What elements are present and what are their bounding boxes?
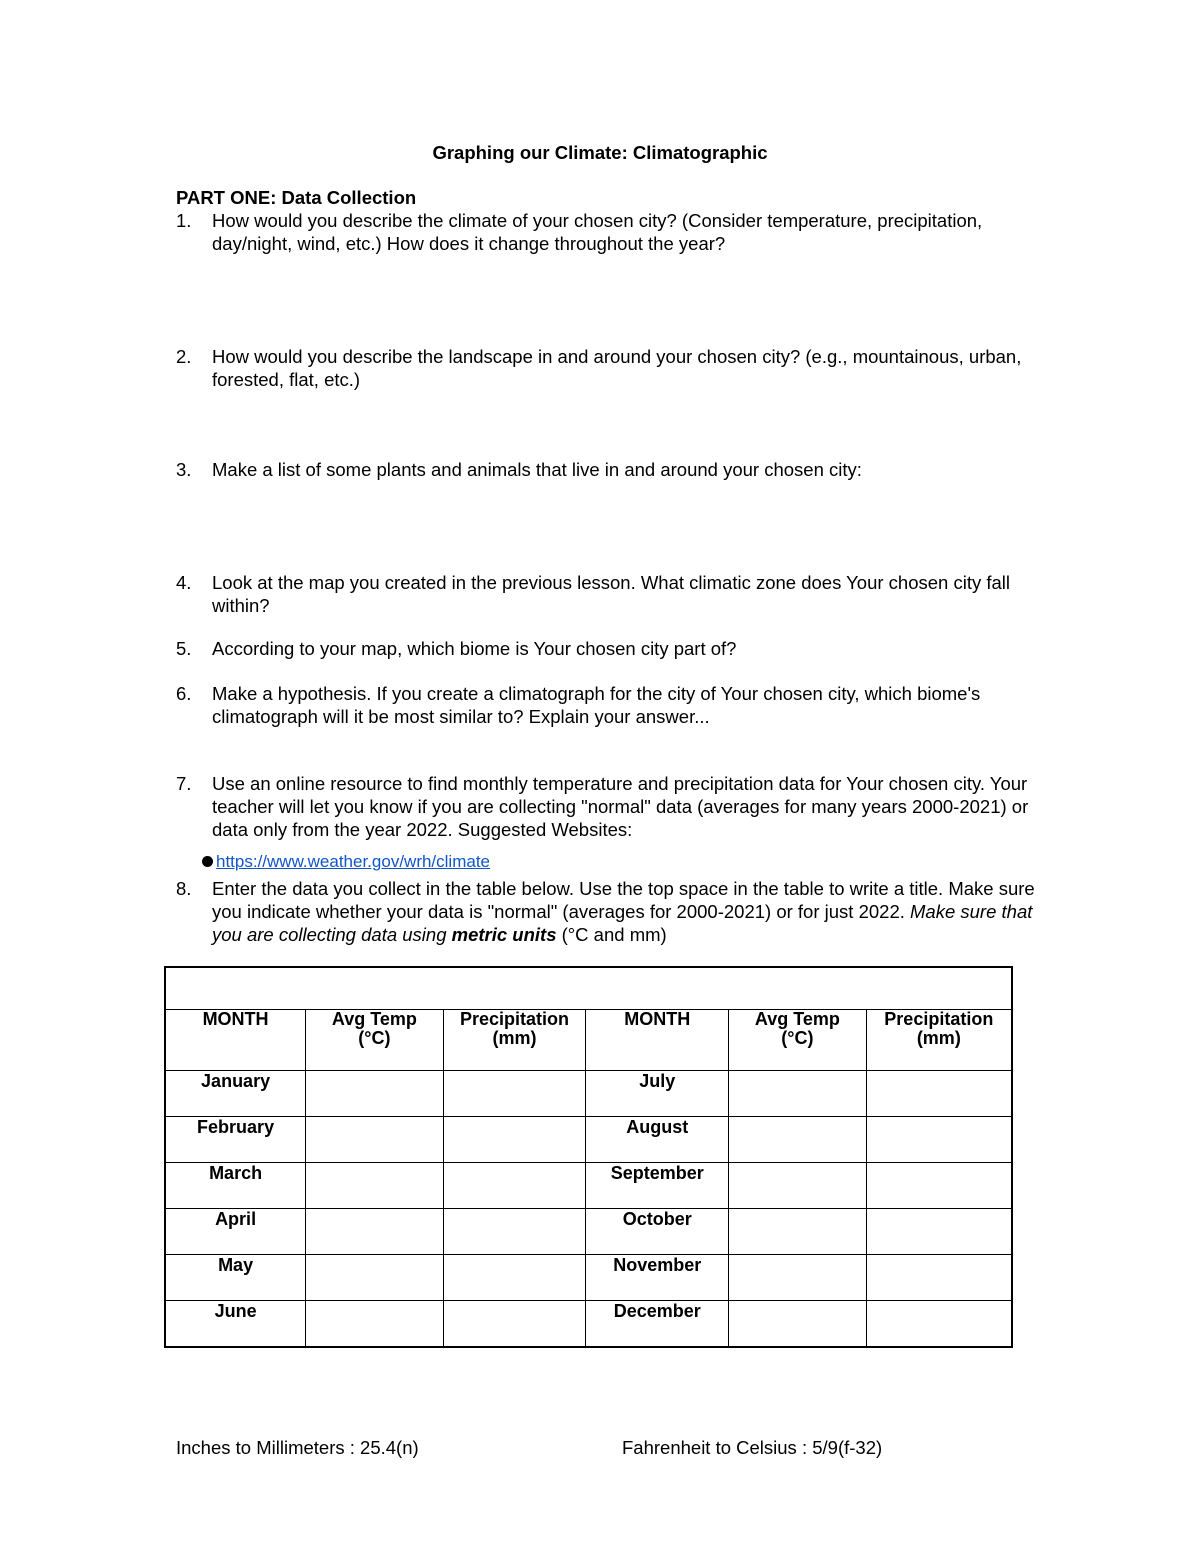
table-row	[165, 1163, 1012, 1209]
question-number: 4.	[176, 572, 192, 593]
month-cell: November	[586, 1255, 729, 1301]
question-number: 2.	[176, 346, 192, 367]
avg-temp-cell[interactable]	[729, 1117, 866, 1163]
month-cell: January	[165, 1071, 306, 1117]
website-list-item	[202, 850, 490, 873]
table-row	[165, 1209, 1012, 1255]
table-title-row	[165, 967, 1012, 1010]
precipitation-cell[interactable]	[866, 1255, 1012, 1301]
question-3	[176, 458, 1036, 481]
question-6	[176, 682, 1036, 728]
question-2	[176, 345, 1036, 391]
month-cell: December	[586, 1301, 729, 1348]
question-number: 8.	[176, 878, 192, 899]
precipitation-cell[interactable]	[443, 1071, 586, 1117]
header-avg-temp: Avg Temp (°C)	[306, 1010, 443, 1071]
header-avg-temp: Avg Temp (°C)	[729, 1010, 866, 1071]
question-text: According to your map, which biome is Your chosen city part of?	[212, 638, 737, 659]
question-text: Use an online resource to find monthly temperature and precipitation data for Your chosen city. Your teacher will let you know if you are collecting "normal" data (averages for many years 2000-2021) or data only from the year 2022. Suggested Websites:	[212, 773, 1029, 840]
avg-temp-cell[interactable]	[306, 1209, 443, 1255]
weather-gov-link[interactable]: https://www.weather.gov/wrh/climate	[216, 852, 491, 871]
question-number: 7.	[176, 773, 192, 794]
month-cell: September	[586, 1163, 729, 1209]
table-row	[165, 1071, 1012, 1117]
precipitation-cell[interactable]	[443, 1255, 586, 1301]
header-month: MONTH	[165, 1010, 306, 1071]
header-precipitation: Precipitation (mm)	[866, 1010, 1012, 1071]
avg-temp-cell[interactable]	[729, 1301, 866, 1348]
precipitation-cell[interactable]	[866, 1163, 1012, 1209]
avg-temp-cell[interactable]	[306, 1163, 443, 1209]
question-text	[212, 877, 1036, 946]
part-heading: PART ONE: Data Collection	[176, 187, 417, 208]
table-header-row	[165, 1010, 1012, 1071]
question-4	[176, 571, 1036, 617]
month-cell: April	[165, 1209, 306, 1255]
question-number: 5.	[176, 638, 192, 659]
question-text: How would you describe the climate of your chosen city? (Consider temperature, precipitation, day/night, wind, etc.) How does it change throughout the year?	[212, 210, 983, 254]
question-number: 3.	[176, 459, 192, 480]
table-title-cell[interactable]	[165, 967, 1012, 1010]
question-1	[176, 209, 1036, 255]
month-cell: February	[165, 1117, 306, 1163]
precipitation-cell[interactable]	[866, 1301, 1012, 1348]
question-7	[176, 772, 1036, 841]
precipitation-cell[interactable]	[443, 1209, 586, 1255]
question-text-italic: Make sure that you are collecting data using	[212, 901, 1033, 945]
table-row	[165, 1117, 1012, 1163]
question-text: How would you describe the landscape in and around your chosen city? (e.g., mountainous, urban, forested, flat, etc.)	[212, 346, 1022, 390]
avg-temp-cell[interactable]	[729, 1209, 866, 1255]
question-number: 1.	[176, 210, 192, 231]
avg-temp-cell[interactable]	[306, 1301, 443, 1348]
precipitation-cell[interactable]	[866, 1117, 1012, 1163]
question-text-end: (°C and mm)	[556, 924, 667, 945]
month-cell: March	[165, 1163, 306, 1209]
climate-data-table	[164, 966, 1013, 1348]
month-cell: August	[586, 1117, 729, 1163]
precipitation-cell[interactable]	[443, 1117, 586, 1163]
inches-conversion: Inches to Millimeters : 25.4(n)	[176, 1437, 419, 1458]
header-precipitation: Precipitation (mm)	[443, 1010, 586, 1071]
avg-temp-cell[interactable]	[729, 1071, 866, 1117]
question-number: 6.	[176, 683, 192, 704]
question-8	[176, 877, 1036, 946]
question-text: Make a list of some plants and animals that live in and around your chosen city:	[212, 459, 862, 480]
month-cell: May	[165, 1255, 306, 1301]
month-cell: July	[586, 1071, 729, 1117]
table-row	[165, 1255, 1012, 1301]
precipitation-cell[interactable]	[866, 1209, 1012, 1255]
precipitation-cell[interactable]	[443, 1301, 586, 1348]
avg-temp-cell[interactable]	[306, 1071, 443, 1117]
header-month: MONTH	[586, 1010, 729, 1071]
page-title: Graphing our Climate: Climatographic	[432, 142, 768, 163]
avg-temp-cell[interactable]	[306, 1117, 443, 1163]
month-cell: October	[586, 1209, 729, 1255]
question-text-plain: Enter the data you collect in the table below. Use the top space in the table to write a title. Make sure you indicate whether your data is "normal" (averages for 2000-2021) or for just 2022.	[212, 878, 1035, 922]
precipitation-cell[interactable]	[866, 1071, 1012, 1117]
question-5	[176, 637, 1036, 660]
fahrenheit-conversion: Fahrenheit to Celsius : 5/9(f-32)	[622, 1437, 883, 1458]
avg-temp-cell[interactable]	[729, 1255, 866, 1301]
bullet-icon	[202, 856, 213, 867]
question-text: Look at the map you created in the previous lesson. What climatic zone does Your chosen city fall within?	[212, 572, 1011, 616]
precipitation-cell[interactable]	[443, 1163, 586, 1209]
table-row	[165, 1301, 1012, 1348]
avg-temp-cell[interactable]	[306, 1255, 443, 1301]
month-cell: June	[165, 1301, 306, 1348]
question-text: Make a hypothesis. If you create a climatograph for the city of Your chosen city, which biome's climatograph will it be most similar to? Explain your answer...	[212, 683, 981, 727]
avg-temp-cell[interactable]	[729, 1163, 866, 1209]
metric-units-emphasis: metric units	[451, 924, 557, 945]
